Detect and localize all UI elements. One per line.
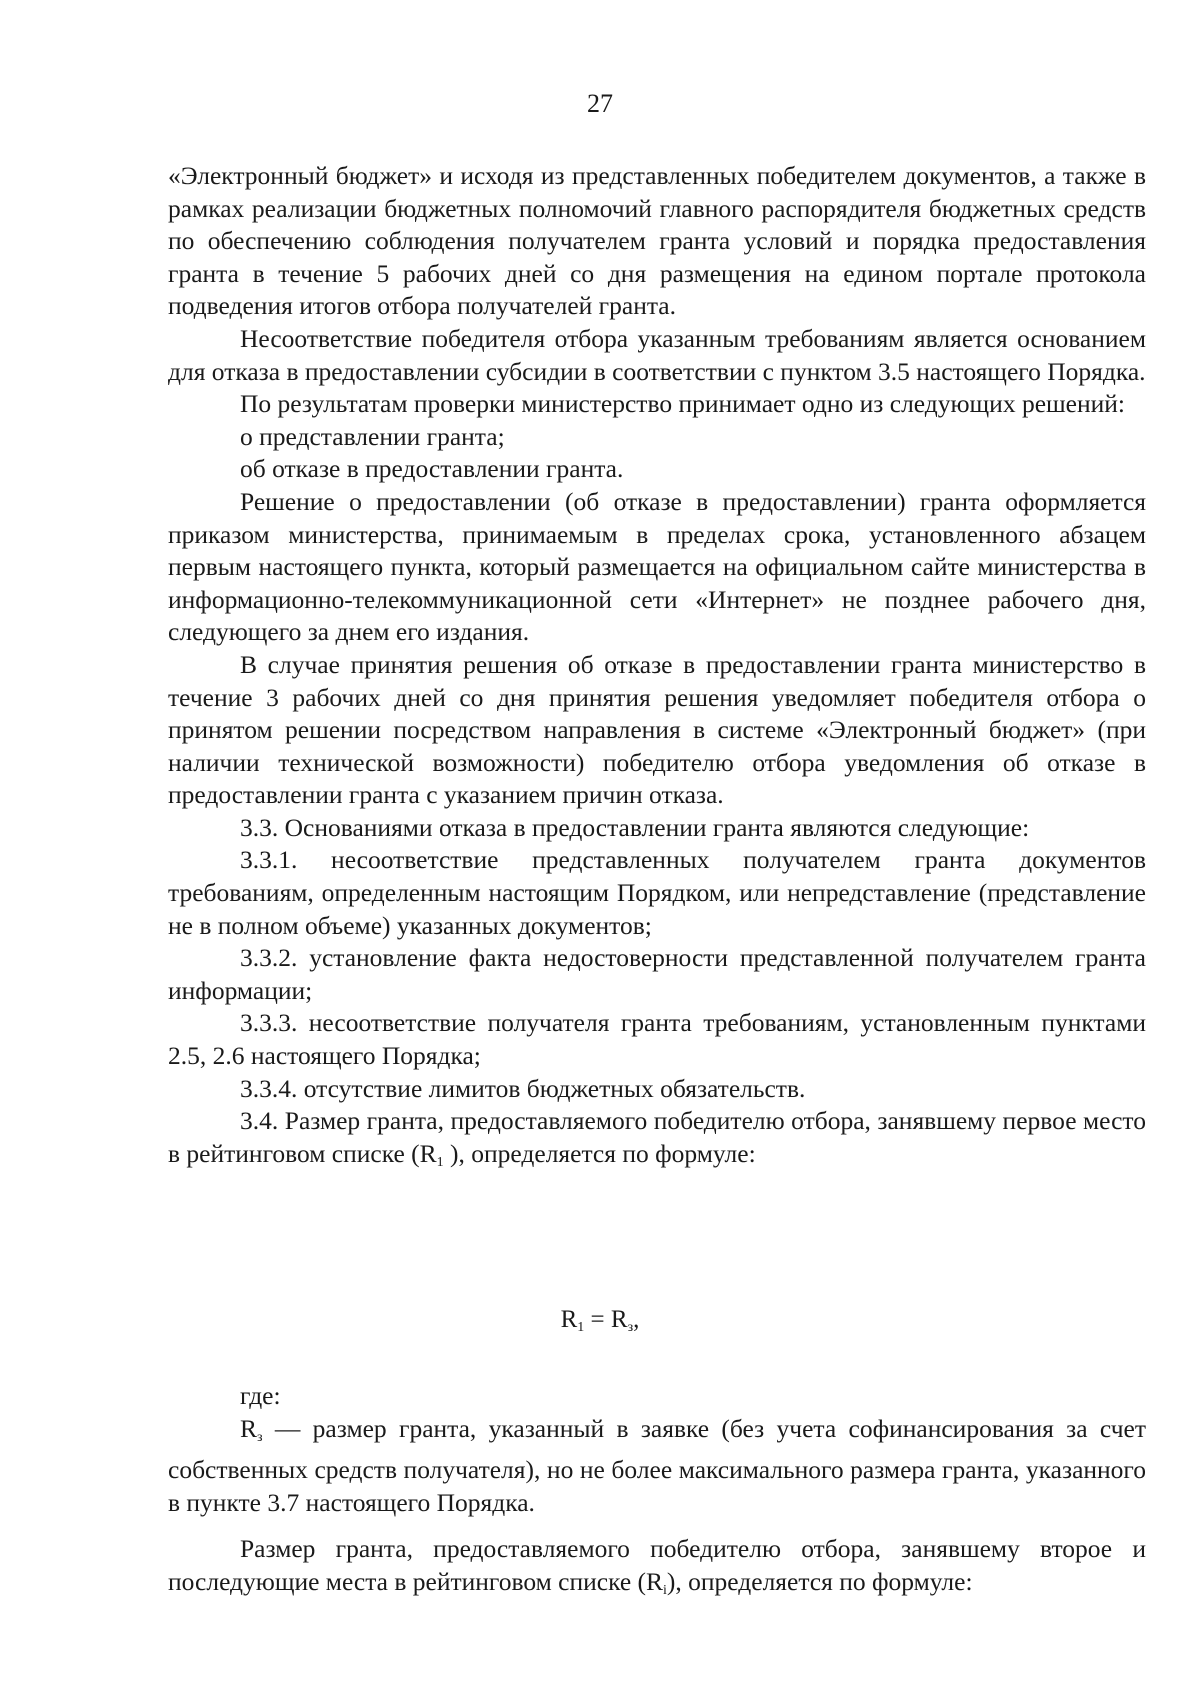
clause-3-4-text-before: 3.4. Размер гранта, предоставляемого победителю отбора, занявшему первое место в рейтинговом списке (R [168, 1106, 1146, 1168]
clause-3-4 [168, 1105, 1146, 1179]
definition-symbol: R [240, 1413, 258, 1443]
formula-equals: = [584, 1306, 611, 1333]
clause-3-3-4: 3.3.4. отсутствие лимитов бюджетных обязательств. [240, 1073, 806, 1103]
ri-text-after: ), определяется по формуле: [666, 1566, 973, 1596]
decision-option-grant: о представлении гранта; [240, 421, 505, 451]
formula-tail: , [633, 1306, 640, 1333]
paragraph-refusal-notice: В случае принятия решения об отказе в предоставлении гранта министерство в течение 3 рабочих дней со дня принятия решения уведомляет победителя отбора о принятом решении посредством направления в системе «Электронный бюджет» (при наличии технической возможности) победителю отбора уведомления об отказе в предоставлении гранта с указанием причин отказа. [168, 649, 1146, 810]
formula-lhs-subscript: 1 [577, 1320, 585, 1335]
formula-rhs-subscript: з [627, 1320, 634, 1335]
clause-3-3-2: 3.3.2. установление факта недостоверности представленной получателем гранта информации; [168, 943, 1146, 1005]
body-text-upper [168, 160, 1146, 1179]
formula-rhs: R [610, 1306, 628, 1333]
where-label: где: [240, 1381, 281, 1410]
body-text-lower [168, 1380, 1146, 1608]
formula-r1 [0, 1304, 1200, 1344]
clause-3-4-text-after: ), определяется по формуле: [443, 1138, 756, 1168]
paragraph-ri-formula-intro [168, 1533, 1146, 1607]
decision-option-refusal: об отказе в предоставлении гранта. [240, 454, 624, 484]
paragraph-decisions-intro: По результатам проверки министерство принимает одно из следующих решений: [240, 389, 1126, 419]
definition-rz [168, 1413, 1146, 1520]
paragraph-nonconformity: Несоответствие победителя отбора указанным требованиям является основанием для отказа в предоставлении субсидии в соответствии с пунктом 3.5 настоящего Порядка. [168, 323, 1146, 386]
definition-symbol-subscript: з [257, 1429, 263, 1445]
paragraph-continuation: «Электронный бюджет» и исходя из представленных победителем документов, а также в рамках реализации бюджетных полномочий главного распорядителя бюджетных средств по обеспечению соблюдения получателем гранта условий и порядка предоставления гранта в течение 5 рабочих дней со дня размещения на едином портале протокола подведения итогов отбора получателей гранта. [168, 161, 1146, 321]
formula-lhs: R [560, 1306, 578, 1333]
paragraph-decision-order: Решение о предоставлении (об отказе в предоставлении) гранта оформляется приказом министерства, принимаемым в пределах срока, установленного абзацем первым настоящего пункта, который размещается на официальном сайте министерства в информационно-телекоммуникационной сети «Интернет» не позднее рабочего дня, следующего за днем его издания. [168, 486, 1146, 647]
page-number: 27 [587, 89, 613, 118]
definition-text: — размер гранта, указанный в заявке (без учета софинансирования за счет собственных средств получателя), но не более максимального размера гранта, указанного в пункте 3.7 настоящего Порядка. [168, 1413, 1146, 1517]
clause-3-3: 3.3. Основаниями отказа в предоставлении гранта являются следующие: [240, 812, 1030, 842]
clause-3-3-1: 3.3.1. несоответствие представленных получателем гранта документов требованиям, определенным настоящим Порядком, или непредставление (представление не в полном объеме) указанных документов; [168, 845, 1146, 940]
ri-subscript: i [663, 1582, 667, 1598]
clause-3-3-3: 3.3.3. несоответствие получателя гранта требованиям, установленным пунктами 2.5, 2.6 настоящего Порядка; [168, 1008, 1146, 1071]
ri-text-before: Размер гранта, предоставляемого победителю отбора, занявшему второе и последующие места в рейтинговом списке (R [168, 1534, 1146, 1596]
clause-3-4-subscript: 1 [436, 1154, 444, 1170]
